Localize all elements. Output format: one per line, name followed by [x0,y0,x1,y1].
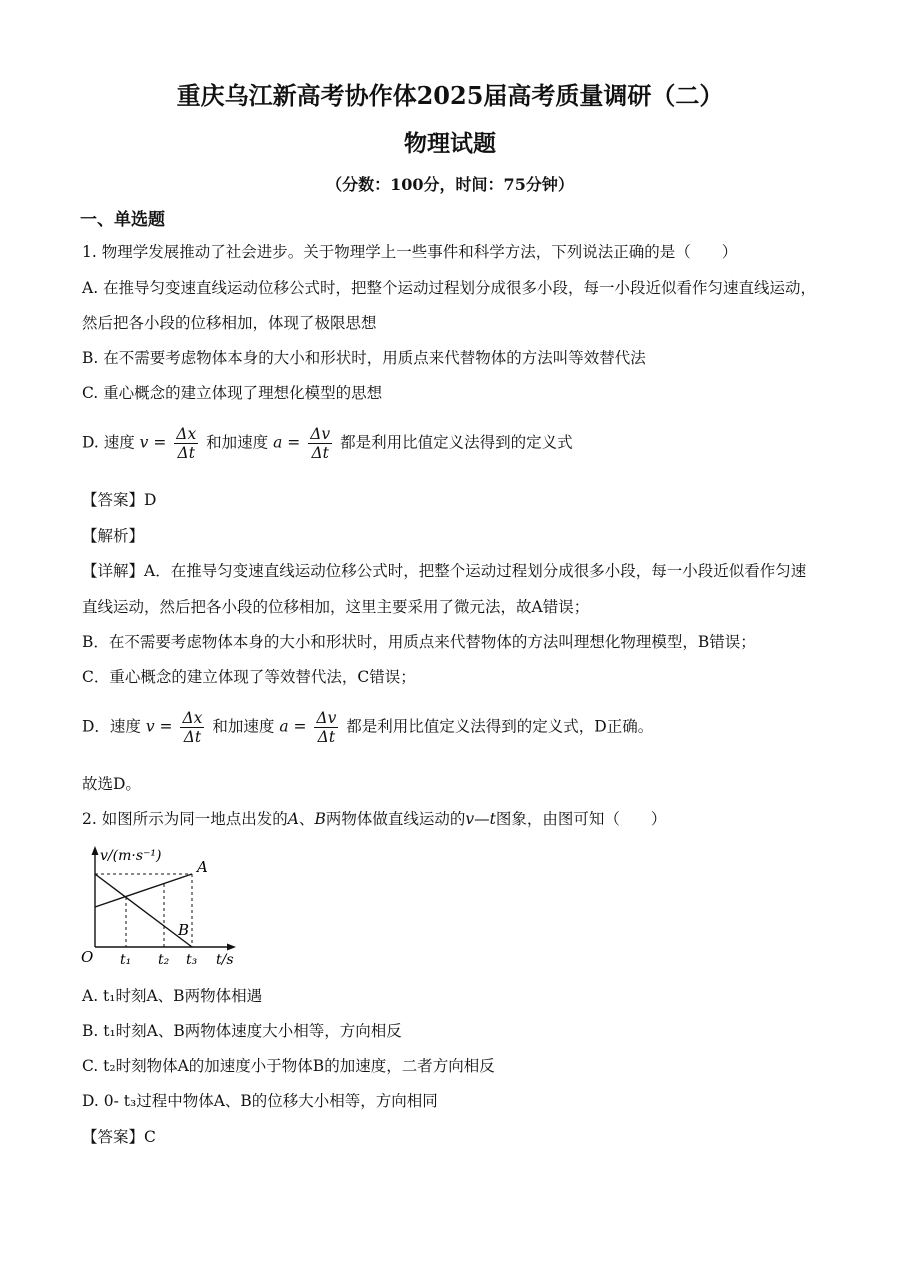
q2-stem-a: A [287,810,299,828]
q1-option-d-a: a = [273,433,301,452]
line-a [95,874,192,907]
fraction-numerator: Δv [310,425,331,443]
vt-graph [78,840,258,975]
q1-detail-b: B．在不需要考虑物体本身的大小和形状时，用质点来代替物体的方法叫理想化物理模型，B错误； [82,633,756,651]
y-axis-label: v/(m·s⁻¹) [100,848,162,864]
q1-detail-d-a: a = [279,717,307,736]
q1-option-d-post: 都是利用比值定义法得到的定义式 [340,433,573,452]
fraction-numerator: Δx [182,709,203,727]
fraction-numerator: Δx [176,425,197,443]
q2-stem-sep: 、 [298,810,315,828]
exam-title: 重庆乌江新高考协作体2025届高考质量调研（二） [176,81,724,110]
q2-stem-post: 图象，由图可知（ ） [495,810,667,828]
q1-detail-d-prefix: D．速度 [82,717,141,736]
q1-conclusion: 故选D。 [82,775,141,793]
q1-detail-d [82,709,653,746]
score-info: （分数：100分，时间：75分钟） [326,175,574,194]
x-axis-arrow [227,944,236,951]
t1-label: t₁ [120,952,132,968]
q1-detail-line2: 直线运动，然后把各小段的位移相加，这里主要采用了微元法，故A错误； [82,598,590,616]
q1-detail-c: C．重心概念的建立体现了等效替代法，C错误； [82,668,416,686]
fraction-numerator: Δv [316,709,337,727]
y-axis-arrow [92,846,99,855]
fraction-denominator: Δt [183,728,202,746]
q1-detail-d-mid: 和加速度 [212,717,275,736]
q1-option-b: B. 在不需要考虑物体本身的大小和形状时，用质点来代替物体的方法叫等效替代法 [82,349,646,367]
velocity-fraction [180,709,204,746]
label-b: B [178,921,190,939]
q2-option-a: A. t₁时刻A、B两物体相遇 [82,987,263,1005]
q1-option-a-line1: A. 在推导匀变速直线运动位移公式时，把整个运动过程划分成很多小段，每一小段近似看作匀速直线运动， [82,279,817,297]
q2-stem-vt: v—t [465,810,496,828]
q1-option-d-v: v = [139,433,167,452]
q2-answer: 【答案】C [82,1128,156,1146]
origin-label: O [81,948,94,966]
acceleration-fraction [308,425,332,462]
q2-option-b: B. t₁时刻A、B两物体速度大小相等，方向相反 [82,1022,402,1040]
q1-option-d-mid: 和加速度 [206,433,269,452]
section-heading: 一、单选题 [80,210,165,230]
t3-label: t₃ [186,952,198,968]
acceleration-fraction [314,709,338,746]
q2-option-d: D. 0- t₃过程中物体A、B的位移大小相等，方向相同 [82,1092,438,1110]
q2-stem-b: B [314,810,326,828]
x-axis-label: t/s [216,952,234,968]
q2-stem-mid: 两物体做直线运动的 [325,810,466,828]
q2-stem [82,808,666,830]
q2-option-c: C. t₂时刻物体A的加速度小于物体B的加速度，二者方向相反 [82,1057,495,1075]
q1-detail-d-post: 都是利用比值定义法得到的定义式，D正确。 [346,717,654,736]
q1-option-d-prefix: D. 速度 [82,433,135,452]
q1-analysis-label: 【解析】 [82,527,145,545]
q1-detail-d-v: v = [145,717,173,736]
fraction-denominator: Δt [177,444,195,462]
q1-option-a-line2: 然后把各小段的位移相加，体现了极限思想 [82,314,377,332]
exam-subtitle: 物理试题 [404,130,496,157]
velocity-fraction [174,425,198,462]
fraction-denominator: Δt [317,728,336,746]
fraction-denominator: Δt [311,444,329,462]
label-a: A [197,858,208,876]
q1-answer: 【答案】D [82,491,157,509]
q1-detail-line1: 【详解】A．在推导匀变速直线运动位移公式时，把整个运动过程划分成很多小段，每一小段近似看作匀速 [82,562,807,580]
q1-stem: 1. 物理学发展推动了社会进步。关于物理学上一些事件和科学方法，下列说法正确的是（ ） [82,243,738,261]
q1-option-d [82,425,573,462]
q2-stem-prefix: 2. 如图所示为同一地点出发的 [82,810,288,828]
q1-option-c: C. 重心概念的建立体现了理想化模型的思想 [82,384,383,402]
t2-label: t₂ [158,952,170,968]
